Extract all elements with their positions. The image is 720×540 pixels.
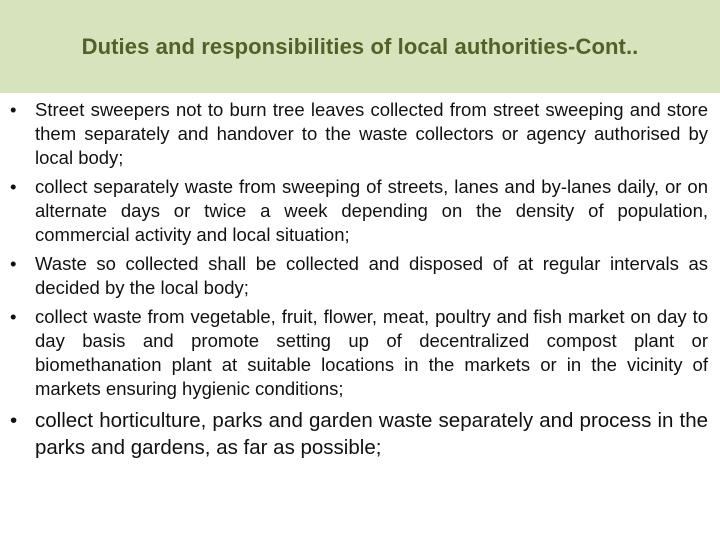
slide-title: Duties and responsibilities of local authorities-Cont.. — [81, 33, 639, 59]
bullet-item — [10, 175, 708, 247]
bullet-text: collect waste from vegetable, fruit, flower, meat, poultry and fish market on day to day basis and promote setting up of decentralized compost plant or biomethanation plant at suitable locations in the markets or in the vicinity of markets ensuring hygienic conditions; — [35, 306, 708, 399]
bullet-text: Waste so collected shall be collected and disposed of at regular intervals as decided by the local body; — [35, 253, 708, 298]
bullet-dot-icon: • — [10, 176, 17, 197]
bullet-item — [10, 407, 708, 461]
bullet-text: collect horticulture, parks and garden waste separately and process in the parks and gardens, as far as possible; — [35, 409, 708, 459]
bullet-item — [10, 305, 708, 401]
bullet-text: collect separately waste from sweeping of streets, lanes and by-lanes daily, or on alternate days or twice a week depending on the density of population, commercial activity and local situation; — [35, 176, 708, 245]
bullet-list — [10, 98, 708, 466]
bullet-dot-icon: • — [10, 253, 17, 274]
bullet-dot-icon: • — [10, 306, 17, 327]
bullet-dot-icon: • — [10, 99, 17, 120]
bullet-item — [10, 252, 708, 300]
bullet-dot-icon: • — [10, 409, 18, 432]
bullet-item — [10, 98, 708, 170]
bullet-text: Street sweepers not to burn tree leaves collected from street sweeping and store them separately and handover to the waste collectors or agency authorised by local body; — [35, 99, 708, 168]
title-band — [0, 0, 720, 93]
